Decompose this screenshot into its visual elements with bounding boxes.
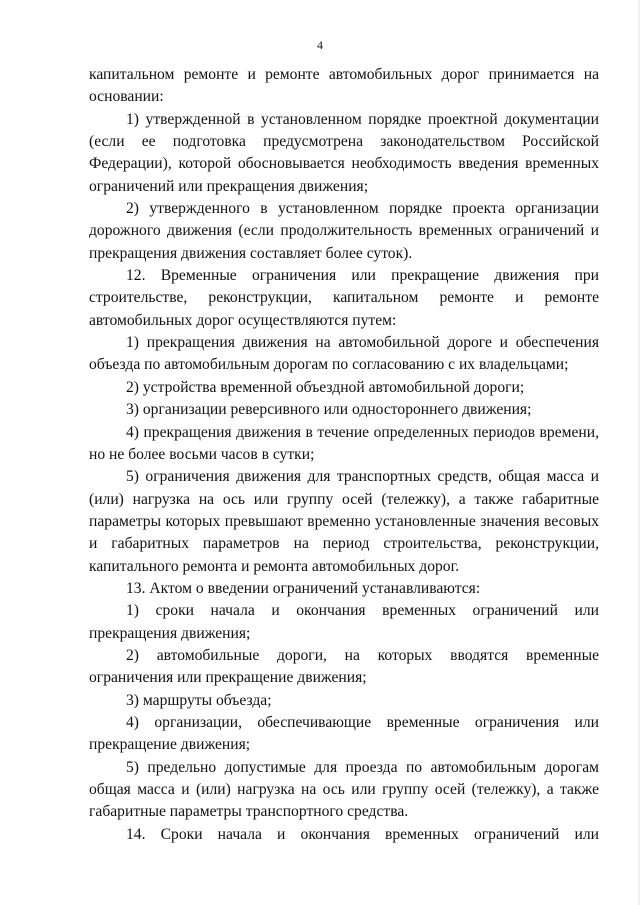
clause-12-item-3: 3) организации реверсивного или одностороннего движения;: [126, 401, 532, 419]
document-body: [89, 64, 599, 846]
clause-12: 12. Временные ограничения или прекращение движения при строительстве, реконструкции, капитальном ремонте и ремонте автомобильных дорог осуществляются путем:: [89, 267, 599, 329]
list-item-2-traffic-organization-project: 2) утвержденного в установленном порядке проекта организации дорожного движения (если продолжительность временных ограничений и прекращения движения составляет более суток).: [89, 200, 599, 262]
clause-13-item-1: 1) сроки начала и окончания временных ограничений или прекращения движения;: [89, 602, 599, 642]
clause-12-item-2: 2) устройства временной объездной автомобильной дороги;: [126, 378, 525, 396]
list-item-1-project-documentation: 1) утвержденной в установленном порядке проектной документации (если ее подготовка предусмотрена законодательством Российской Федерации), которой обосновывается необходимость введения временных ограничений или прекращения движения;: [89, 110, 599, 195]
clause-13-item-3: 3) маршруты объезда;: [126, 691, 272, 709]
page-number: 4: [317, 38, 323, 52]
clause-13-item-4: 4) организации, обеспечивающие временные ограничения или прекращение движения;: [89, 713, 599, 754]
paragraph-continuation: капитальном ремонте и ремонте автомобильных дорог принимается на основании:: [89, 66, 599, 106]
clause-12-item-1: 1) прекращения движения на автомобильной дороге и обеспечения объезда по автомобильным дорогам по согласованию с их владельцами;: [89, 334, 599, 374]
clause-13-item-5: 5) предельно допустимые для проезда по автомобильным дорогам общая масса и (или) нагрузка на ось или группу осей (тележку), а также габаритные параметры транспортного средства.: [89, 758, 599, 821]
clause-12-item-5: 5) ограничения движения для транспортных средств, общая масса и (или) нагрузка на ось или группу осей (тележку), а также габаритные параметры которых превышают временно установленные значения весовых и габаритных параметров на период строительства, реконструкции, капитального ремонта и ремонта автомобильных дорог.: [89, 468, 599, 575]
clause-12-item-4: 4) прекращения движения в течение определенных периодов времени, но не более восьми часов в сутки;: [89, 423, 599, 463]
clause-13-item-2: 2) автомобильные дороги, на которых вводятся временные ограничения или прекращение движения;: [89, 646, 599, 687]
clause-14-partial: 14. Сроки начала и окончания временных ограничений или: [126, 825, 599, 843]
clause-13: 13. Актом о введении ограничений устанавливаются:: [126, 579, 481, 597]
